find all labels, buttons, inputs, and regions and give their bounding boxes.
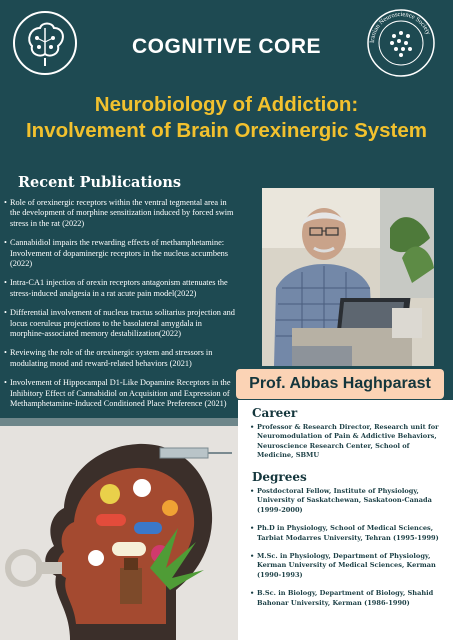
logo-ring-text: Iranian Neuroscience Society: [368, 10, 432, 44]
publications-section: [0, 168, 240, 418]
speaker-portrait-photo: [262, 188, 434, 366]
publication-item: • Reviewing the role of the orexinergic system and stressors in modulating mood and reward-related behaviors (2021): [4, 348, 236, 369]
addiction-head-artwork: [0, 418, 238, 640]
cv-panel: [238, 400, 453, 640]
speaker-name: Prof. Abbas Haghparast: [236, 369, 444, 399]
talk-title: [0, 92, 453, 144]
talk-title-line-2: Involvement of Brain Orexinergic System: [25, 119, 428, 142]
publication-item: • Involvement of Hippocampal D1-Like Dopamine Receptors in the Inhibitory Effect of Cannabidiol on Acquisition and Expression of Methamphetamine-Induced Conditioned Place Preference (2021): [4, 378, 236, 409]
brand-title: COGNITIVE CORE: [131, 35, 322, 58]
career-item: • Professor & Research Director, Research unit for Neuromodulation of Pain & Addictive Behaviors, Neuroscience Research Center, School of Medicine, SBMU: [250, 423, 446, 461]
publication-item: • Intra-CA1 injection of orexin receptors antagonism attenuates the stress-induced analgesia in a rat acute pain model(2022): [4, 278, 236, 299]
publication-item: • Role of orexinergic receptors within the ventral tegmental area in the development of morphine sensitization induced by forced swim stress in the rat (2022): [4, 198, 236, 229]
publication-item: • Cannabidiol impairs the rewarding effects of methamphetamine: Involvement of dopaminergic receptors in the nucleus accumbens (2022): [4, 238, 236, 269]
talk-title-line-1: Neurobiology of Addiction:: [94, 93, 359, 116]
degree-item: • M.Sc. in Physiology, Department of Physiology, Kerman University of Medical Sciences, Kerman (1990-1993): [250, 552, 446, 580]
degree-item: • Ph.D in Physiology, School of Medical Sciences, Tarbiat Modarres University, Tehran (1995-1999): [250, 524, 446, 543]
career-list: [250, 423, 446, 461]
poster-header: [0, 0, 453, 165]
publications-heading: Recent Publications: [18, 174, 182, 191]
publication-item: • Differential involvement of nucleus tractus solitarius projection and locus coeruleus projections to the basolateral amygdala in morphine-associated memory destabilization(2022): [4, 308, 236, 339]
career-heading: Career: [252, 406, 298, 420]
degree-item: • B.Sc. in Biology, Department of Biology, Shahid Bahonar University, Kerman (1986-1990): [250, 589, 446, 608]
degrees-heading: Degrees: [252, 470, 307, 484]
degrees-list: [250, 487, 446, 617]
publications-list: [4, 198, 236, 419]
degree-item: • Postdoctoral Fellow, Institute of Physiology, University of Saskatchewan, Saskatoon-Canada (1999-2000): [250, 487, 446, 515]
